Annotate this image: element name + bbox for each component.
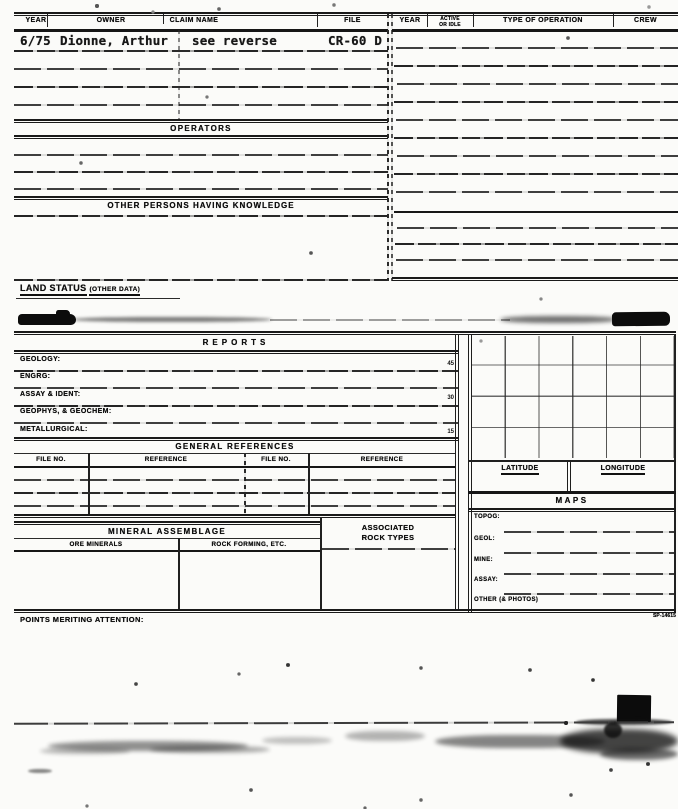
rule-line — [394, 173, 678, 175]
report-row-label: ASSAY & IDENT: — [20, 391, 81, 398]
entry-claim-name: see reverse — [192, 33, 277, 48]
longitude-label — [572, 465, 674, 472]
rule-line — [14, 50, 388, 52]
ink-smear — [72, 317, 272, 322]
maps-row-label: ASSAY: — [474, 577, 499, 583]
ore-minerals-header: ORE MINERALS — [69, 541, 123, 548]
claim-name-column-header: CLAIM NAME — [169, 17, 219, 24]
maps-heading-underline — [468, 508, 676, 512]
rule-line — [394, 211, 678, 213]
rule-line — [504, 552, 674, 554]
rule-line — [14, 387, 458, 389]
entry-year: 6/75 — [20, 33, 51, 48]
section-top-rule — [14, 521, 320, 525]
points-meriting-attention-label: POINTS MERITING ATTENTION: — [20, 615, 144, 624]
grid-tick-30: 30 — [447, 395, 454, 401]
latitude-text: LATITUDE — [501, 465, 538, 475]
heading-underline — [14, 538, 320, 539]
table-bottom-rule — [14, 279, 388, 281]
maps-row-label: MINE: — [474, 557, 493, 563]
file-no-header: FILE NO. — [36, 456, 66, 463]
map-panel — [468, 334, 676, 612]
associated-rock-types-box — [320, 517, 456, 610]
crew-column-header: CREW — [634, 17, 657, 24]
table-bottom-rule — [392, 277, 678, 281]
file-column-header: FILE — [344, 17, 361, 24]
panel-right-border — [674, 334, 676, 612]
rule-line — [396, 47, 678, 49]
reports-section — [14, 334, 458, 440]
rule-line — [14, 68, 388, 70]
latitude-label — [472, 465, 568, 472]
claim-table — [14, 13, 388, 281]
rule-line — [14, 215, 388, 217]
heading-underline — [14, 453, 456, 454]
rule-line — [14, 422, 458, 424]
rule-line — [14, 104, 388, 106]
ink-smear-dashes — [270, 319, 510, 321]
maps-row-label: OTHER (& PHOTOS) — [474, 597, 539, 603]
land-status-title: LAND STATUS — [20, 283, 87, 296]
mineral-assemblage-section — [14, 521, 320, 610]
smudge-blob — [600, 748, 678, 760]
associated-rock-types-line1: ASSOCIATED — [361, 523, 415, 532]
rule-line — [396, 191, 678, 193]
active-idle-header-line2: OR IDLE — [439, 22, 461, 28]
report-row-label: GEOLOGY: — [20, 356, 61, 363]
left-box-right-border — [455, 334, 459, 611]
scan-line-artifact — [14, 721, 674, 724]
other-persons-heading: OTHER PERSONS HAVING KNOWLEDGE — [107, 201, 295, 210]
rule-line — [396, 259, 678, 261]
column-divider — [178, 538, 180, 610]
grid-bottom-rule — [468, 460, 676, 462]
coordinate-grid — [472, 336, 674, 458]
year-column-header: YEAR — [25, 17, 47, 24]
rule-line — [397, 83, 678, 85]
header-underline — [14, 29, 388, 32]
form-number: SP-14615 — [652, 613, 676, 619]
rule-line — [14, 370, 458, 372]
general-references-section — [14, 440, 456, 518]
type-of-operation-header: TYPE OF OPERATION — [503, 17, 583, 24]
rule-line — [397, 155, 678, 157]
reference-header: REFERENCE — [360, 456, 404, 463]
section-divider — [14, 119, 388, 123]
rule-line — [504, 593, 674, 595]
general-references-heading: GENERAL REFERENCES — [175, 442, 295, 451]
rule-line — [396, 119, 678, 121]
faint-column-divider — [178, 30, 180, 120]
rule-line — [14, 86, 388, 88]
rock-forming-header: ROCK FORMING, ETC. — [211, 541, 287, 548]
rule-line — [394, 101, 678, 103]
grid-tick-15: 15 — [447, 429, 454, 435]
maps-top-rule — [468, 491, 676, 494]
land-status-underline — [16, 298, 180, 299]
table-separator — [387, 14, 389, 281]
rule-line — [397, 227, 678, 229]
lat-long-divider — [567, 460, 571, 492]
mineral-assemblage-heading: MINERAL ASSEMBLAGE — [107, 527, 227, 536]
rule-line — [14, 479, 456, 481]
scan-noise-specks — [0, 0, 2, 2]
ink-dot — [604, 722, 622, 738]
rule-line — [14, 405, 458, 407]
ink-smear — [500, 316, 618, 323]
longitude-text: LONGITUDE — [601, 465, 646, 475]
land-status-label — [20, 283, 140, 293]
smudge-blob — [262, 737, 332, 744]
maps-heading: MAPS — [555, 496, 589, 505]
faint-mark — [28, 769, 52, 773]
report-row-label: GEOPHYS, & GEOCHEM: — [20, 408, 112, 415]
rule-line — [395, 243, 678, 245]
reports-heading: REPORTS — [202, 338, 270, 347]
land-status-subtitle: (OTHER DATA) — [89, 286, 140, 296]
smudge-blob — [40, 748, 130, 754]
heading-underline — [322, 548, 456, 550]
ink-smudge-left-bump — [56, 310, 70, 317]
rule-line — [504, 531, 674, 533]
active-idle-header-line1: ACTIVE — [440, 16, 460, 22]
section-divider — [14, 196, 388, 200]
associated-rock-types-line2: ROCK TYPES — [361, 533, 415, 542]
section-divider — [14, 135, 388, 139]
column-header-underline — [14, 466, 456, 468]
entry-owner: Dionne, Arthur — [60, 33, 169, 48]
report-row-label: METALLURGICAL: — [20, 426, 88, 433]
rule-line — [14, 171, 388, 173]
ink-smudge-right — [612, 312, 670, 327]
operators-heading: OPERATORS — [170, 124, 232, 133]
maps-row-label: GEOL: — [474, 536, 495, 542]
reference-header: REFERENCE — [144, 456, 188, 463]
operation-table — [392, 13, 678, 282]
rule-line — [394, 65, 678, 67]
rule-line — [504, 573, 674, 575]
owner-column-header: OWNER — [96, 17, 126, 24]
year-column-header: YEAR — [399, 17, 421, 24]
rule-line — [14, 154, 388, 156]
heading-underline — [14, 350, 458, 354]
header-underline — [392, 29, 678, 32]
rule-line — [14, 505, 456, 507]
column-header-underline — [14, 550, 320, 552]
smudge-blob — [345, 731, 425, 741]
header-tick — [47, 14, 48, 27]
file-no-header: FILE NO. — [261, 456, 291, 463]
rule-line — [14, 188, 388, 190]
rule-line — [394, 137, 678, 139]
grid-tick-45: 45 — [447, 361, 454, 367]
lower-section-bottom-rule — [14, 609, 676, 613]
maps-row-label: TOPOG: — [474, 514, 500, 520]
entry-file: CR-60 D — [328, 33, 383, 48]
rule-line — [14, 492, 456, 494]
smudge-blob — [150, 746, 270, 753]
report-row-label: ENGRG: — [20, 373, 51, 380]
